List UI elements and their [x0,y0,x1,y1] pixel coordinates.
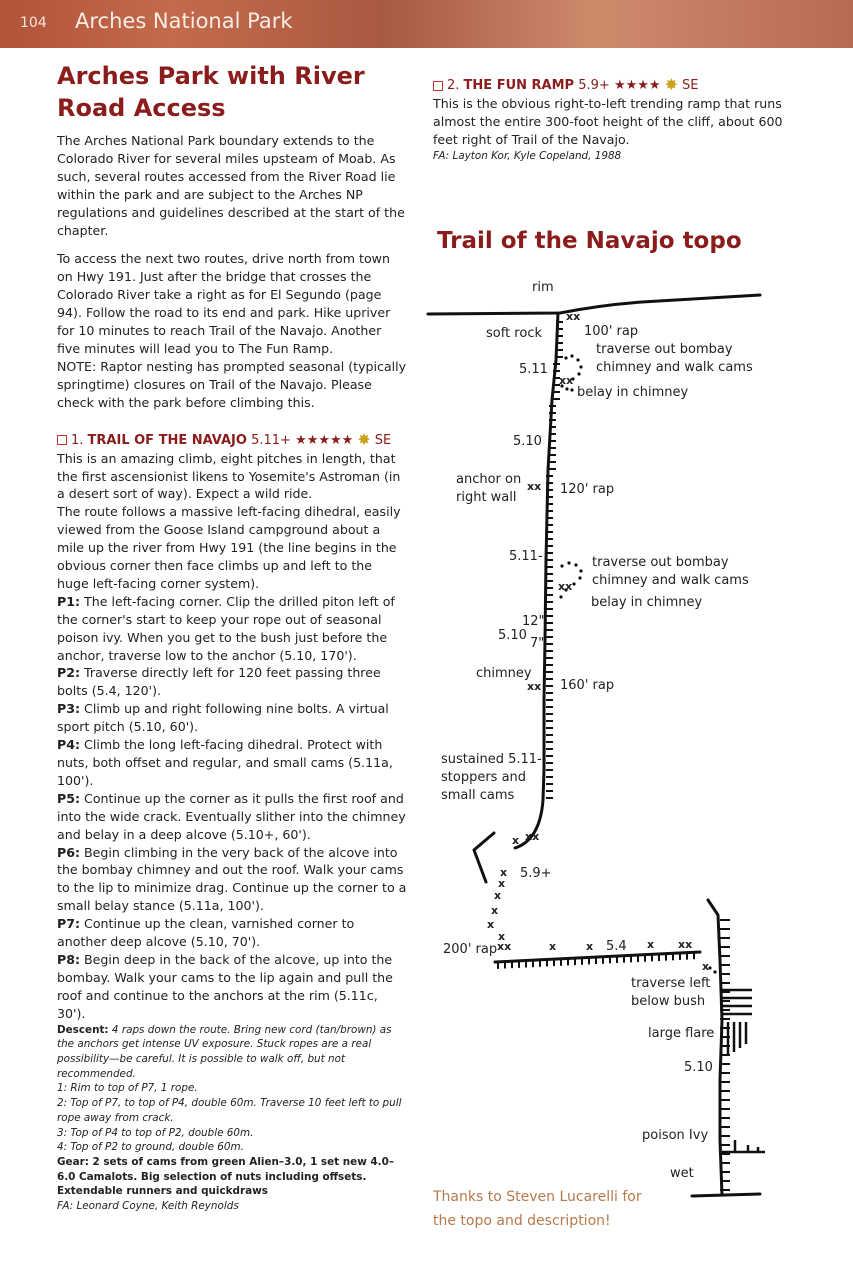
bolt-x: x [647,938,655,951]
pitch: P5: Continue up the corner as it pulls the first roof and into the wide crack. Eventually slither into the chimney and belay in a deep alcove (5.10+, 60'). [57,790,406,842]
topo-title: Trail of the Navajo topo [437,228,742,254]
ground-line [692,1194,760,1196]
label-soft-rock: soft rock [486,326,542,341]
label-grade-54: 5.4 [606,939,627,954]
label-belay-2: belay in chimney [591,595,703,610]
route1-fa: FA: Leonard Coyne, Keith Reynolds [57,1200,239,1213]
bolt-x: x [549,940,557,953]
route1-description: This is an amazing climb, eight pitches in length, that the first ascensionist likens to Yosemite's Astroman (in a desert sort of way). Expect a wild ride. The route follows a massive left-facing dihedral, easily viewed from the Goose Island campground about a mile up the river from Hwy 191 (the line begins in the obvious corner then face climbs up and left to the huge left-facing corner system). [57,450,401,591]
bolt-x: x [498,877,506,890]
pitch: P3: Climb up and right following nine bolts. A virtual sport pitch (5.10, 60'). [57,701,389,735]
access-paragraph: To access the next two routes, drive north from town on Hwy 191. Just after the bridge that crosses the Colorado River take a right as for El Segundo (page 94). Follow the road to its end and park. Hike upriver for 10 minutes to reach Trail of the Navajo. Another five minutes will lead you to The Fun Ramp. NOTE: Raptor nesting has prompted seasonal (typically springtime) closures on Trail of the Navajo. Please check with the park before climbing this. [57,251,407,410]
label-traverse-2b: chimney and walk cams [592,573,749,588]
label-poison-ivy: poison Ivy [642,1128,709,1143]
pitch: P2: Traverse directly left for 120 feet passing three bolts (5.4, 120'). [57,665,381,699]
chapter-title: Arches National Park [75,9,293,33]
label-grade-510-b: 5.10 [498,628,527,643]
bolt-x: x [702,960,710,973]
label-stoppers: stoppers and [441,770,527,785]
lower-crack-line [708,900,722,1195]
anchor-xx: xx [566,310,581,323]
anchor-xx: xx [678,938,693,951]
credit-note: Thanks to Steven Lucarelli for the topo and description! [433,1189,642,1229]
route2-fa: FA: Layton Kor, Kyle Copeland, 1988 [433,149,622,162]
descent-info: Descent: 4 raps down the route. Bring new cord (tan/brown) as the anchors get intense UV exposure. Stuck ropes are a real possibility—be careful. It is possible to walk off, but not recommended. [57,1023,392,1080]
anchor-xx: xx [558,580,573,593]
bolt-x: x [494,889,502,902]
bolt-x: x [500,866,508,879]
page-number: 104 [20,15,47,31]
rim-line [428,295,760,314]
sun-icon: ✸ [664,75,678,94]
bolt-x: x [512,834,520,847]
rap-list: 1: Rim to top of P7, 1 rope. 2: Top of P7, to top of P4, double 60m. Traverse 10 feet left to pull rope away from crack. 3: Top of P4 to top of P2, double 60m. 4: Top of P2 to ground, double 60m. [57,1082,402,1154]
label-wet: wet [670,1166,694,1181]
label-grade-59: 5.9+ [520,866,552,881]
sun-icon: ✸ [357,429,371,449]
label-traverse-left-a: traverse left [631,976,711,991]
label-anchor-b: right wall [456,490,517,505]
label-chimney: chimney [476,666,532,681]
note: NOTE: Raptor nesting has prompted seasonal (typically springtime) closures on Trail of the Navajo. Please check with the park before climbing this. [57,358,407,410]
route1-heading: 1. TRAIL OF THE NAVAJO 5.11+ ★★★★★ ✸ SE [57,431,407,450]
bolt-x: x [491,904,499,917]
label-rap-100: 100' rap [584,324,639,339]
pitch: P1: The left-facing corner. Clip the drilled piton left of the corner's start to keep your rope out of seasonal poison ivy. When you get to the bush just before the anchor, traverse low to the anchor (5.10, 170'). [57,593,395,663]
gear-info: Gear: 2 sets of cams from green Alien–3.0, 1 set new 4.0–6.0 Camalots. Big selection of nuts including offsets. Extendable runners and quickdraws [57,1155,395,1198]
label-large-flare: large flare [648,1026,715,1041]
label-belay-1: belay in chimney [577,385,689,400]
label-anchor-a: anchor on [456,472,522,487]
pitch: P6: Begin climbing in the very back of the alcove into the bombay chimney and out the roof. Walk your cams to the lip to minimize drag. Continue up the corner to a small belay stance (5.11a, 100'). [57,844,407,914]
bolt-x: x [487,918,495,931]
label-width-7: 7" [530,636,545,651]
pitch: P7: Continue up the clean, varnished corner to another deep alcove (5.10, 70'). [57,916,355,950]
label-rap-120: 120' rap [560,482,615,497]
section-title: Arches Park with River Road Access [57,62,365,122]
label-grade-510-a: 5.10 [513,434,542,449]
label-rim: rim [532,280,554,295]
label-grade-511: 5.11 [519,362,548,377]
label-rap-200: 200' rap [443,942,498,957]
label-traverse-left-b: below bush [631,994,706,1009]
label-grade-511-minus: 5.11- [509,549,543,564]
label-traverse-2a: traverse out bombay [592,555,729,570]
label-width-12: 12" [522,614,545,629]
pitch: P4: Climb the long left-facing dihedral. Protect with nuts, both offset and regular, and small cams (5.11a, 100'). [57,737,393,788]
label-rap-160: 160' rap [560,678,615,693]
roof-bracket [474,833,494,882]
route2-description: This is the obvious right-to-left trending ramp that runs almost the entire 300-foot height of the cliff, about 600 feet right of Trail of the Navajo. [433,96,783,147]
star-rating: ★★★★★ [295,432,354,448]
bolt-x: x [498,930,506,943]
label-traverse-1b: chimney and walk cams [596,360,753,375]
anchor-xx: xx [497,940,512,953]
label-grade-510-c: 5.10 [684,1060,713,1075]
bolt-x: x [586,940,594,953]
label-traverse-1a: traverse out bombay [596,342,733,357]
star-rating: ★★★★ [613,78,661,93]
intro-paragraph: The Arches National Park boundary extends to the Colorado River for several miles upsteam of Moab. As such, several routes accessed from the River Road lie within the park and are subject to the Arches NP regulations and guidelines described at the start of the chapter. [57,133,405,238]
label-sustained: sustained 5.11- [441,752,542,767]
route2-heading: 2. THE FUN RAMP 5.9+ ★★★★ ✸ SE [433,76,793,95]
anchor-xx: xx [525,830,540,843]
label-small-cams: small cams [441,788,515,803]
pitch: P8: Begin deep in the back of the alcove, up into the bombay. Walk your cams to the lip again and pull the roof and continue to the anchors at the rim (5.11c, 30'). [57,951,393,1021]
anchor-xx: xx [527,680,542,693]
anchor-xx: xx [559,374,574,387]
anchor-xx: xx [527,480,542,493]
